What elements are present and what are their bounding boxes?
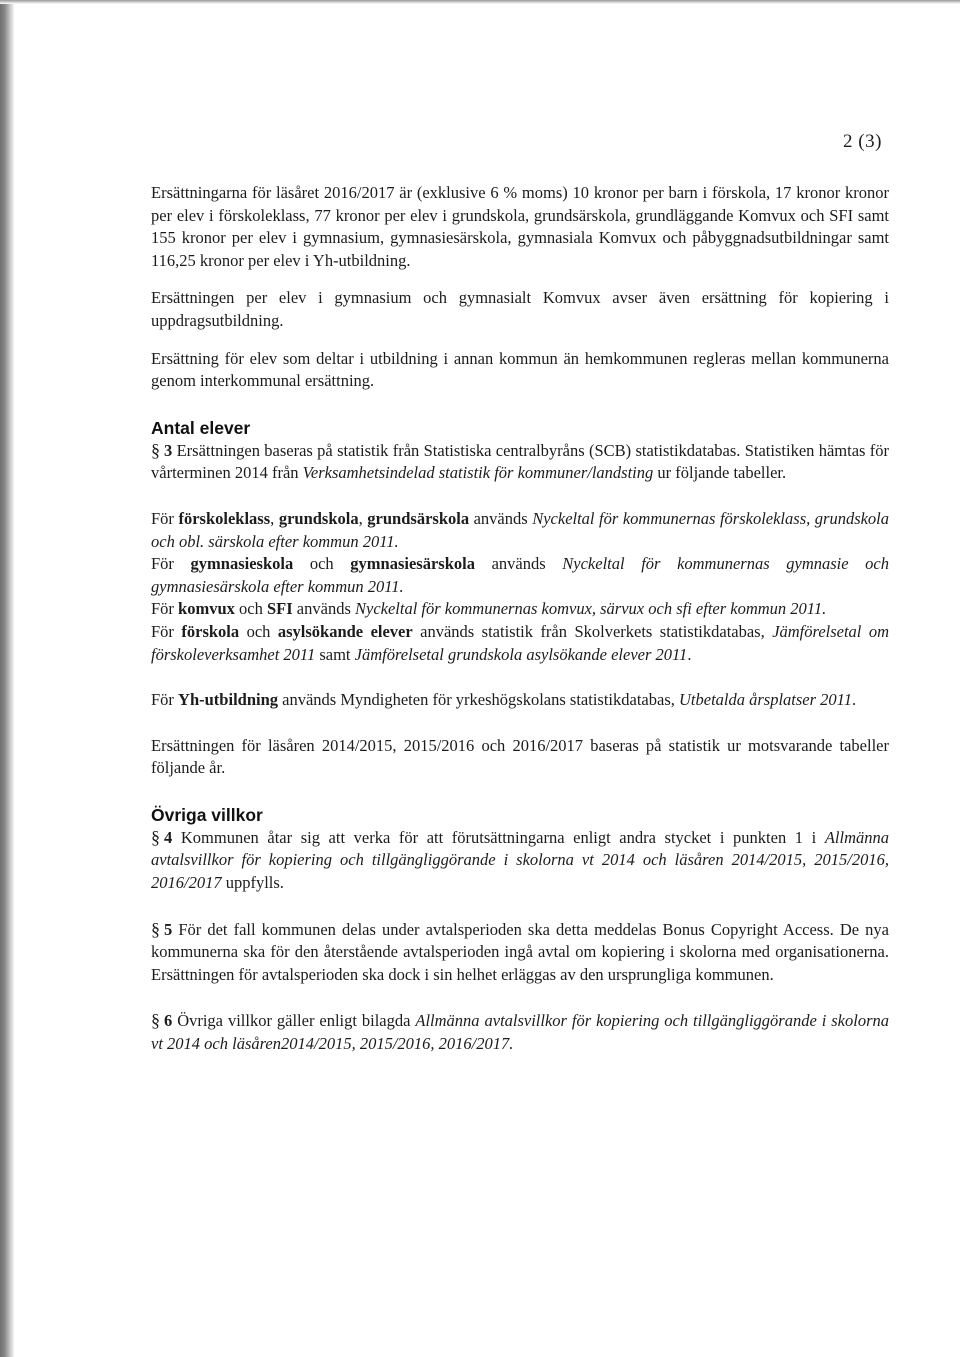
heading-ovriga-villkor: Övriga villkor: [151, 804, 263, 825]
paragraph-basis-years: Ersättningen för läsåren 2014/2015, 2015/2016 och 2016/2017 baseras på statistik ur motsvarande tabeller följande år.: [151, 735, 889, 778]
source-title: Jämförelsetal om förskoleverksamhet 2011: [151, 621, 889, 664]
text: För: [151, 554, 191, 574]
school-type: grundsärskola: [367, 508, 470, 528]
source-title: Allmänna avtalsvillkor för kopiering och tillgängliggörande i skolorna vt 2014 och läsåren 2014/2015, 2015/2016, 2016/2017: [151, 827, 890, 893]
text: används Myndigheten för yrkeshögskolans statistikdatabas,: [278, 690, 679, 710]
scan-edge-shadow: [0, 0, 14, 1357]
source-title: Nyckeltal för kommunernas komvux, särvux och sfi efter kommun 2011.: [355, 599, 827, 619]
text: används statistik från Skolverkets statistikdatabas,: [412, 621, 773, 641]
text: För det fall kommunen delas under avtalsperioden ska detta meddelas Bonus Copyright Access. De nya kommunerna ska för den återstående avtalsperioden ingå avtal om kopiering i skolorna med organisationerna. Ersättningen för avtalsperioden ska dock i sin helhet erläggas av den ursprungliga kommunen.: [151, 919, 890, 984]
text: Kommunen åtar sig att verka för att förutsättningarna enligt andra stycket i punkten 1 i: [180, 827, 825, 847]
paragraph-compensation-rates: Ersättningarna för läsåret 2016/2017 är (exklusive 6 % moms) 10 kronor per barn i förskola, 17 kronor kronor per elev i förskoleklass, 77 kronor per elev i grundskola, grundsärskola, grundläggande Komvux och SFI samt 155 kronor per elev i gymnasium, gymnasiesärskola, gymnasiala Komvux och påbyggnadsutbildningar samt 116,25 kronor per elev i Yh-utbildning.: [151, 183, 889, 270]
paragraph-section-5: [151, 918, 889, 987]
text: Ersättningen baseras på statistik från Statistiska centralbyråns (SCB) statistikdatabas. Statistiken hämtas för vårterminen 2014 från: [151, 440, 890, 483]
text: ,: [270, 508, 279, 528]
school-type: förskoleklass: [178, 508, 271, 528]
paragraph-komvux-source: [151, 598, 889, 621]
text: För: [151, 621, 182, 641]
paragraph-interkommunal: Ersättning för elev som deltar i utbildning i annan kommun än hemkommunen regleras mellan kommunerna genom interkommunal ersättning.: [151, 348, 889, 391]
text: samt: [315, 644, 355, 664]
section-number: 3: [164, 440, 173, 460]
school-type: Yh-utbildning: [178, 690, 279, 710]
section-symbol: §: [151, 918, 160, 939]
text: används: [469, 508, 533, 528]
section-number: 4: [164, 827, 173, 847]
text: och: [234, 599, 267, 619]
text: och: [239, 621, 278, 641]
school-type: gymnasieskola: [190, 554, 294, 574]
text: och: [293, 554, 351, 574]
source-title: Utbetalda årsplatser 2011: [679, 690, 852, 710]
paragraph-section-6: [151, 1009, 889, 1055]
paragraph-gymnasieskola-source: [151, 553, 889, 598]
text: ,: [358, 508, 368, 528]
school-type: grundskola: [278, 508, 359, 528]
source-title: Nyckeltal för kommunernas gymnasie och gymnasiesärskola efter kommun 2011.: [151, 554, 890, 596]
paragraph-section-4: [151, 826, 889, 895]
paragraph-forskola-source: [151, 621, 889, 666]
heading-antal-elever: Antal elever: [151, 417, 251, 438]
source-title: Allmänna avtalsvillkor för kopiering och tillgängliggörande i skolorna vt 2014 och läsåren2014/2015, 2015/2016, 2016/2017.: [151, 1011, 889, 1054]
source-title: Nyckeltal för kommunernas förskoleklass, grundskola och obl. särskola efter kommun 2011.: [151, 508, 890, 551]
section-number: 6: [164, 1011, 173, 1031]
source-title: Verksamhetsindelad statistik för kommuner/landsting: [302, 463, 654, 483]
text: uppfylls.: [221, 873, 284, 893]
section-symbol: §: [151, 439, 160, 460]
paragraph-gymnasium-compensation: Ersättningen per elev i gymnasium och gymnasialt Komvux avser även ersättning för kopiering i uppdragsutbildning.: [151, 288, 889, 330]
text: För: [151, 599, 179, 619]
page-number: 2 (3): [843, 131, 882, 152]
paragraph-forskoleklass-source: [151, 508, 889, 553]
school-type: komvux: [178, 599, 235, 619]
text: .: [687, 644, 692, 664]
text: För: [151, 690, 179, 710]
school-type: gymnasiesärskola: [350, 554, 475, 574]
document-body: [151, 182, 889, 1056]
text: .: [851, 690, 857, 710]
text: används: [292, 599, 355, 619]
text: Övriga villkor gäller enligt bilagda: [177, 1011, 416, 1031]
school-type: SFI: [266, 599, 293, 619]
source-title: Jämförelsetal grundskola asylsökande elever 2011: [354, 644, 688, 664]
section-symbol: §: [151, 826, 160, 847]
school-type: förskola: [181, 621, 240, 641]
text: För: [151, 508, 179, 528]
text: ur följande tabeller.: [653, 463, 787, 483]
section-symbol: §: [151, 1010, 160, 1031]
section-number: 5: [164, 919, 173, 939]
paragraph-yh-source: [151, 689, 889, 712]
scan-top-shadow: [0, 0, 960, 4]
paragraph-section-3: [151, 439, 889, 485]
text: används: [474, 554, 563, 574]
school-type: asylsökande elever: [277, 621, 413, 641]
